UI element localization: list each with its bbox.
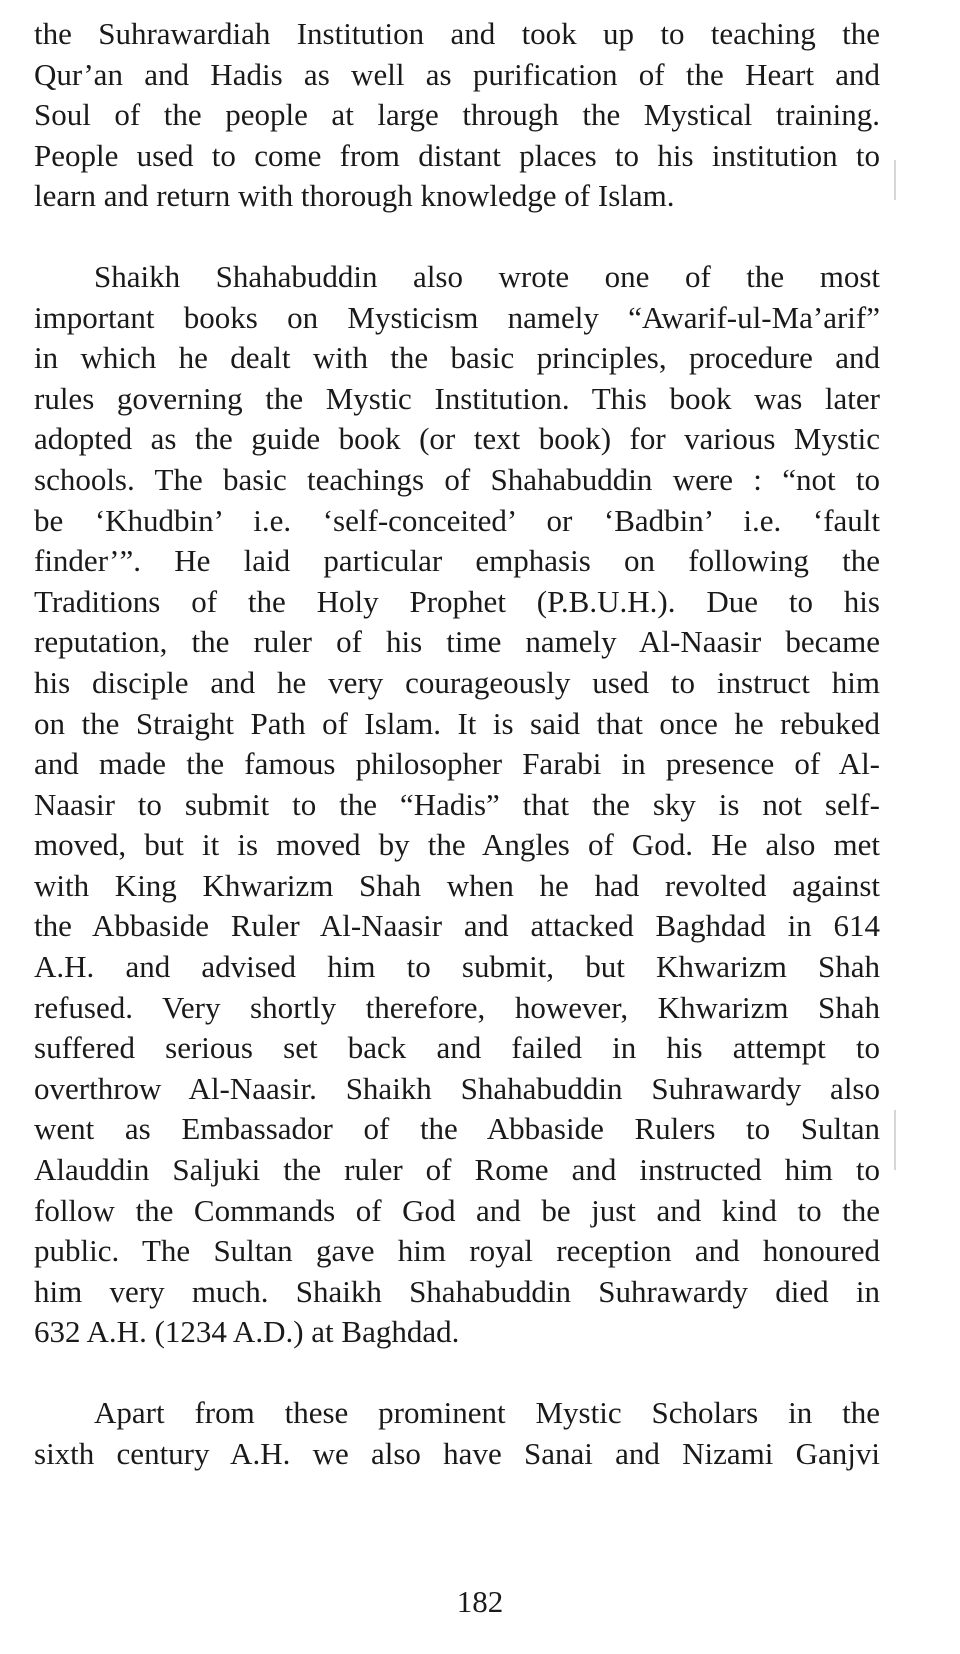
scan-edge-mark — [894, 160, 896, 200]
paragraph-1 — [34, 14, 880, 217]
text-line: public. The Sultan gave him royal reception and honoured — [34, 1233, 880, 1269]
page-body — [34, 14, 880, 1474]
text-line: with King Khwarizm Shah when he had revolted against — [34, 867, 880, 903]
paragraph-2 — [34, 257, 880, 1353]
text-line: schools. The basic teachings of Shahabuddin were : “not to — [34, 461, 880, 497]
text-line: on the Straight Path of Islam. It is said that once he rebuked — [34, 705, 880, 741]
text-line: in which he dealt with the basic principles, procedure and — [34, 340, 880, 376]
paragraph-gap — [34, 1353, 880, 1393]
text-line: refused. Very shortly therefore, however, Khwarizm Shah — [34, 989, 880, 1025]
text-line: Traditions of the Holy Prophet (P.B.U.H.). Due to his — [34, 583, 880, 619]
paragraph-gap — [34, 217, 880, 257]
text-line: the Suhrawardiah Institution and took up to teaching the — [34, 16, 880, 51]
text-line: Naasir to submit to the “Hadis” that the sky is not self- — [34, 786, 880, 822]
text-line: Apart from these prominent Mystic Scholars in the — [94, 1395, 880, 1430]
text-line: overthrow Al-Naasir. Shaikh Shahabuddin Suhrawardy also — [34, 1070, 880, 1106]
text-line: learn and return with thorough knowledge of Islam. — [34, 178, 675, 214]
paragraph-3 — [34, 1393, 880, 1474]
text-line: 632 A.H. (1234 A.D.) at Baghdad. — [34, 1314, 460, 1350]
text-line: suffered serious set back and failed in his attempt to — [34, 1030, 880, 1066]
text-line: be ‘Khudbin’ i.e. ‘self-conceited’ or ‘Badbin’ i.e. ‘fault — [34, 502, 880, 538]
text-line: the Abbaside Ruler Al-Naasir and attacked Baghdad in 614 — [34, 908, 880, 944]
text-line: A.H. and advised him to submit, but Khwarizm Shah — [34, 949, 880, 985]
text-line: moved, but it is moved by the Angles of God. He also met — [34, 827, 880, 863]
text-line: his disciple and he very courageously used to instruct him — [34, 664, 880, 700]
text-line: rules governing the Mystic Institution. This book was later — [34, 380, 880, 416]
text-line: Shaikh Shahabuddin also wrote one of the most — [94, 258, 880, 294]
text-line: People used to come from distant places to his institution to — [34, 137, 880, 173]
text-line: adopted as the guide book (or text book) for various Mystic — [34, 421, 880, 457]
text-line: Qur’an and Hadis as well as purification of the Heart and — [34, 56, 880, 92]
text-line: him very much. Shaikh Shahabuddin Suhrawardy died in — [34, 1273, 880, 1309]
text-line: went as Embassador of the Abbaside Rulers to Sultan — [34, 1111, 880, 1147]
scan-edge-mark — [894, 1110, 896, 1170]
text-line: follow the Commands of God and be just and kind to the — [34, 1192, 880, 1228]
text-line: important books on Mysticism namely “Awarif-ul-Ma’arif” — [34, 299, 880, 335]
text-line: and made the famous philosopher Farabi in presence of Al- — [34, 746, 880, 782]
text-line: Soul of the people at large through the Mystical training. — [34, 97, 880, 133]
page-number: 182 — [456, 1584, 504, 1619]
text-line: finder’”. He laid particular emphasis on following the — [34, 543, 880, 579]
text-line: Alauddin Saljuki the ruler of Rome and instructed him to — [34, 1152, 880, 1188]
text-line: reputation, the ruler of his time namely Al-Naasir became — [34, 624, 880, 660]
text-line: sixth century A.H. we also have Sanai and Nizami Ganjvi — [34, 1435, 880, 1471]
